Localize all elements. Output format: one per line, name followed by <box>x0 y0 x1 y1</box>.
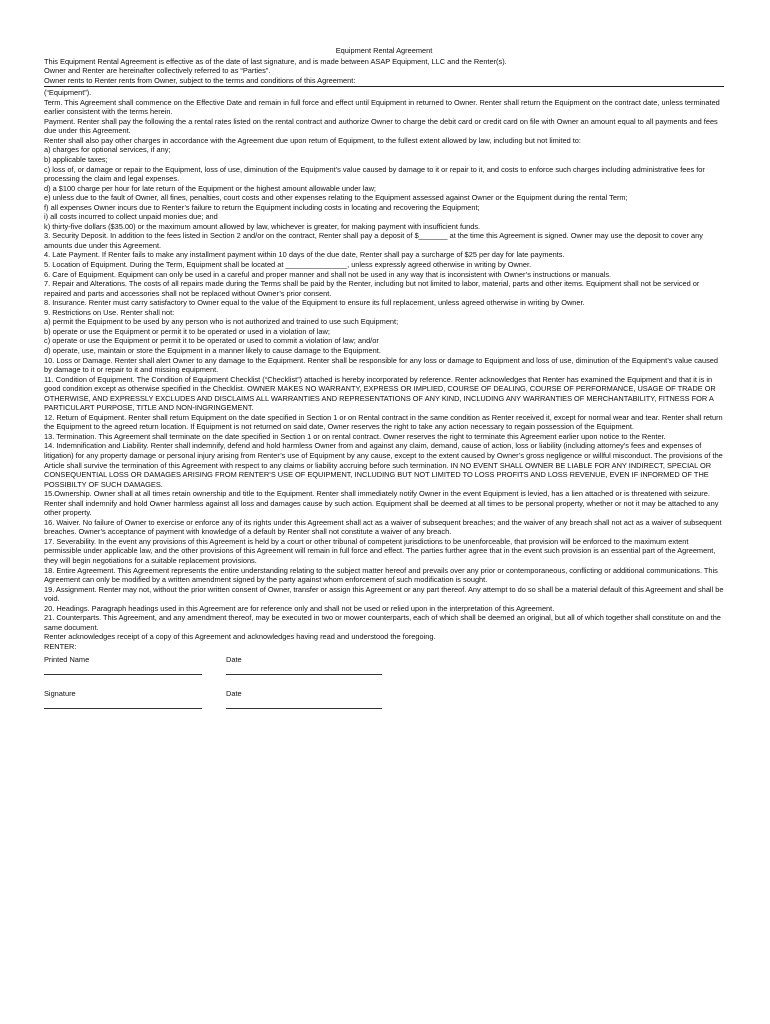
printed-name-field[interactable] <box>44 674 202 675</box>
paragraph: e) unless due to the fault of Owner, all fines, penalties, court costs and other expenses relating to the Equipment assessed against Owner or the Equipment during the rental Term; <box>44 193 628 203</box>
paragraph: 7. Repair and Alterations. The costs of all repairs made during the Terms shall be paid by the Renter, including but not limited to labor, material, parts and other items. Equipment shall not be serviced or repaired and parts and accessories shall not be replaced without Owner’s prior consent. <box>44 279 700 298</box>
paragraph: 6. Care of Equipment. Equipment can only be used in a careful and proper manner and shall not be used in any way that is inconsistent with Owner’s instructions or manuals. <box>44 269 612 279</box>
paragraph: 17. Severability. In the event any provisions of this Agreement is held by a court or other tribunal of competent jurisdictions to be unenforceable, that provision will be enforced to the maximum extent permissible under applicable law, and the other provisions of this Agreement will remain in full force and effect. The parties further agree that in the event such provision is an essential part of the Agreement, they will begin negotiations for a suitable replacement provisions. <box>44 536 716 565</box>
paragraph: 20. Headings. Paragraph headings used in this Agreement are for reference only and shall not be used or relied upon in the interpretation of this Agreement. <box>44 603 555 613</box>
paragraph: a) permit the Equipment to be used by any person who is not authorized and trained to use such Equipment; <box>44 317 399 327</box>
paragraph: 4. Late Payment. If Renter fails to make any installment payment within 10 days of the due date, Renter shall pay a surcharge of $25 per day for late payments. <box>44 250 565 260</box>
paragraph: k) thirty-five dollars ($35.00) or the maximum amount allowed by law, whichever is greater, for making payment with insufficient funds. <box>44 221 481 231</box>
intro-line: Owner rents to Renter rents from Owner, subject to the terms and conditions of this Agreement: <box>44 75 356 85</box>
date-label: Date <box>226 689 242 699</box>
paragraph: 14. Indemnification and Liability. Renter shall indemnify, defend and hold harmless Owner from and against any claim, demand, cause of action, loss or liability (including attorney’s fees and expenses of litigation) for any property damage or personal injury arising from Renter’s use of Equipment by any cause, except to the extent caused by Owner’s gross negligence or willful misconduct. The provisions of the Article shall survive the termination of this Agreement with respect to any claims or liability accruing before such termination. IN NO EVENT SHALL OWNER BE LIABLE FOR ANY INDIRECT, SPECIAL OR CONSEQUENTIAL LOSS OR DAMAGES ARISING FROM RENTER’S USE OF EQUIPMENT, INCLUDING BUT NOT LIMITED TO LOSS PROFITS AND LOSS REVENUE, EVEN IF INFORMED OF THE POSSIBILTY OF SUCH DAMAGES. <box>44 441 723 489</box>
printed-name-label: Printed Name <box>44 655 90 665</box>
signature-label: Signature <box>44 689 76 699</box>
date-label: Date <box>226 655 242 665</box>
date-field[interactable] <box>226 674 382 675</box>
paragraph: RENTER: <box>44 641 77 651</box>
paragraph: 18. Entire Agreement. This Agreement represents the entire understanding relating to the subject matter hereof and prevails over any prior or contemporaneous, conflicting or additional communications. This Agreement can only be modified by a written amendment signed by the party against whom enforcement of such modification is sought. <box>44 565 718 585</box>
agreement-body <box>44 88 724 651</box>
paragraph: 19. Assignment. Renter may not, without the prior written consent of Owner, transfer or assign this Agreement or any part thereof. Any attempt to do so shall be a material default of this Agreement and shall be void. <box>44 584 724 604</box>
paragraph: d) operate, use, maintain or store the Equipment in a manner likely to cause damage to the Equipment. <box>44 345 381 355</box>
paragraph: Renter shall also pay other charges in accordance with the Agreement due upon return of Equipment, to the fullest extent allowed by law, including but not limited to: <box>44 135 581 145</box>
equipment-blank-line <box>44 86 724 87</box>
intro-line: This Equipment Rental Agreement is effective as of the date of last signature, and is made between ASAP Equipment, LLC and the Renter(s). <box>44 56 507 66</box>
agreement-page <box>44 46 724 753</box>
paragraph: Term. This Agreement shall commence on the Effective Date and remain in full force and effect until Equipment in returned to Owner. Renter shall return the Equipment on the contract date, unless terminated earlier consistent with the terms herein. <box>44 97 720 117</box>
paragraph: 12. Return of Equipment. Renter shall return Equipment on the date specified in Section 1 or on Rental contract in the same condition as Renter received it, except for normal wear and tear. Renter shall return the Equipment to the agreed return location. If Equipment is not returned on said date, Owner reserves the right to take any action necessary to regain possession of the Equipment. <box>44 412 723 432</box>
paragraph: b) operate or use the Equipment or permit it to be operated or used in a violation of law; <box>44 326 330 336</box>
paragraph: 11. Condition of Equipment. The Condition of Equipment Checklist (“Checklist”) attached is hereby incorporated by reference. Renter acknowledges that Renter has examined the Equipment and that it is in good condition except as otherwise specified in the Checklist. OWNER MAKES NO WARRANTY, EXPRESS OR IMPLIED, COURSE OF DEALING, COURSE OF PERFORMANCE, USAGE OF TRADE OR OTHERWISE, AND EXPRESSLY EXCLUDES AND DISCLAIMS ALL WARRANTIES AND REPRESENTATIONS OF ANY KIND, INCLUDING ANY WARRANTIES OF MERCHANTABILITY, FITNESS FOR A PARTICULART PURPOSE, TITLE AND NON-INGRINGEMENT. <box>44 374 716 413</box>
paragraph: a) charges for optional services, if any; <box>44 145 171 155</box>
intro-section <box>44 57 724 86</box>
paragraph: 21. Counterparts. This Agreement, and any amendment thereof, may be executed in two or mower counterparts, each of which shall be deemed an original, but all of which together shall constitute on and the same document. <box>44 613 721 632</box>
intro-line: Owner and Renter are hereinafter collectively referred to as “Parties”. <box>44 66 271 76</box>
paragraph: 13. Termination. This Agreement shall terminate on the date specified in Section 1 or on rental contract. Owner reserves the right to terminate this Agreement earlier upon notice to the Renter. <box>44 431 666 441</box>
signature-field[interactable] <box>44 708 202 709</box>
paragraph: 8. Insurance. Renter must carry satisfactory to Owner equal to the value of the Equipment to ensure its full replacement, unless agreed otherwise in writing by Owner. <box>44 298 585 308</box>
date-field[interactable] <box>226 708 382 709</box>
paragraph: b) applicable taxes; <box>44 155 108 165</box>
paragraph: 15.Ownership. Owner shall at all times retain ownership and title to the Equipment. Renter shall immediately notify Owner in the event Equipment is levied, has a lien attached or is threatened with seizure. Renter shall indemnify and hold Owner harmless against all loss and damages cause by such action. Equipment shall be deemed at all times to be personal property, whether or not it may be attached to any other property. <box>44 489 719 518</box>
paragraph: 16. Waiver. No failure of Owner to exercise or enforce any of its rights under this Agreement shall act as a waiver of subsequent breaches; and the waiver of any breach shall not act as a waiver of subsequent breaches. Owner’s acceptance of payment with knowledge of a default by Renter shall not constitute a waiver of any breach. <box>44 517 722 537</box>
signature-block <box>44 653 724 753</box>
paragraph: 10. Loss or Damage. Renter shall alert Owner to any damage to the Equipment. Renter shall be responsible for any loss or damage to Equipment and loss of use, diminution of the Equipment’s value caused by damage to it or repair to it and missing equipment. <box>44 355 719 375</box>
paragraph: 9. Restrictions on Use. Renter shall not: <box>44 307 175 317</box>
paragraph: f) all expenses Owner incurs due to Renter’s failure to return the Equipment including costs in locating and recovering the Equipment; <box>44 202 480 212</box>
paragraph: i) all costs incurred to collect unpaid monies due; and <box>44 212 218 222</box>
paragraph: d) a $100 charge per hour for late return of the Equipment or the highest amount allowable under law; <box>44 183 376 193</box>
paragraph: (“Equipment”). <box>44 88 92 98</box>
paragraph: c) loss of, or damage or repair to the Equipment, loss of use, diminution of the Equipment’s value caused by damage to it or repair to it, and costs to enforce such charges including administrative fees for processing the claim and legal expenses. <box>44 164 705 184</box>
paragraph: 3. Security Deposit. In addition to the fees listed in Section 2 and/or on the contract, Renter shall pay a deposit of $_______ at the time this Agreement is signed. Owner may use the deposit to cover any amounts due under this Agreement. <box>44 231 703 250</box>
paragraph: Payment. Renter shall pay the following the a rental rates listed on the rental contract and authorize Owner to charge the debit card or credit card on file with Owner an amount equal to all payments and fees due under this Agreement. <box>44 116 718 136</box>
paragraph: c) operate or use the Equipment or permit it to be operated or used to commit a violation of law; and/or <box>44 336 379 346</box>
paragraph: Renter acknowledges receipt of a copy of this Agreement and acknowledges having read and understood the foregoing. <box>44 632 436 642</box>
document-title: Equipment Rental Agreement <box>335 46 433 55</box>
paragraph: 5. Location of Equipment. During the Term, Equipment shall be located at _______________, unless expressly agreed otherwise in writing by Owner. <box>44 260 532 270</box>
